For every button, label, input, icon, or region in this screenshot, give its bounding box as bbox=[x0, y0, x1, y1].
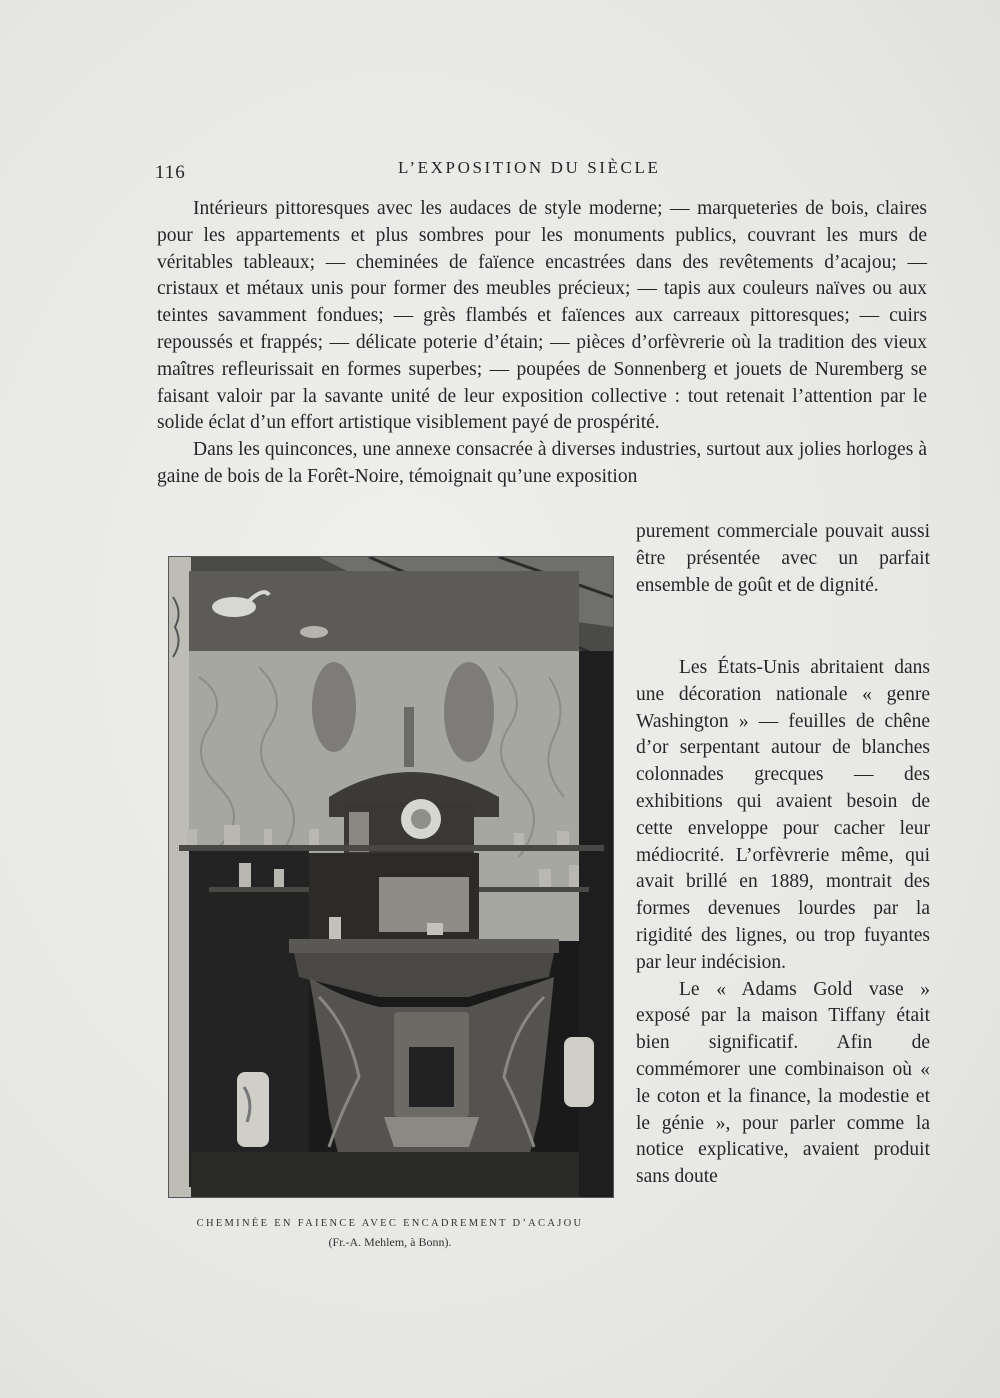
figure-credit: (Fr.-A. Mehlem, à Bonn). bbox=[328, 1235, 452, 1249]
paragraph-interiors: Intérieurs pittoresques avec les audaces de style moderne; — marqueteries de bois, claires pour les appartements et plus sombres pour les monuments publics, couvrant les murs de véritables tableaux; — cheminées de faïence encastrées dans des revêtements d’acajou; — cristaux et métaux unis pour former des meubles précieux; — tapis aux couleurs naïves ou aux teintes savamment fondues; — grès flambés et faïences aux carreaux pittoresques; — cuirs repoussés et frappés; — délicate poterie d’étain; — pièces d’orfèvrerie où la tradition des vieux maîtres refleurissait en formes superbes; — poupées de Sonnenberg et jouets de Nuremberg se faisant valoir par la savante unité de leur exposition collective : tout retenait l’attention par le solide éclat d’un effort artistique visiblement payé de prospérité. bbox=[157, 198, 927, 434]
right-column-bottom bbox=[636, 655, 930, 1191]
paragraph-quinconces-start: Dans les quinconces, une annexe consacrée à diverses industries, surtout aux jolies horloges à gaine de bois de la Forêt-Noire, témoignait qu’une exposition bbox=[157, 439, 927, 487]
page-number: 116 bbox=[155, 162, 186, 183]
figure-caption-block bbox=[183, 1218, 597, 1250]
fireplace-photograph bbox=[168, 556, 614, 1198]
main-text-full-width bbox=[157, 196, 927, 491]
running-title: L’EXPOSITION DU SIÈCLE bbox=[398, 158, 661, 177]
paragraph-etats-unis: Les États-Unis abritaient dans une décoration nationale « genre Washington » — feuilles de chêne d’or serpentant autour de blanches colonnades grecques — des exhibitions qui avaient besoin de cette enveloppe pour cacher leur médiocrité. L’orfèvrerie même, qui avait brillé en 1889, montrait des formes devenues lourdes par la rigidité des lignes, ou trop fuyantes par leur indécision. bbox=[636, 657, 930, 973]
paragraph-quinconces-end: purement commerciale pouvait aussi être présentée avec un parfait ensemble de goût et de dignité. bbox=[636, 521, 930, 596]
right-column-top bbox=[636, 519, 930, 599]
paragraph-tiffany: Le « Adams Gold vase » exposé par la maison Tiffany était bien significatif. Afin de commémorer une combinaison où « le coton et la finance, la modestie et le génie », pour parler comme la notice explicative, avaient produit sans doute bbox=[636, 978, 930, 1188]
figure-caption: CHEMINÉE EN FAIENCE AVEC ENCADREMENT D’ACAJOU bbox=[196, 1218, 584, 1229]
fireplace-illustration bbox=[169, 557, 613, 1197]
